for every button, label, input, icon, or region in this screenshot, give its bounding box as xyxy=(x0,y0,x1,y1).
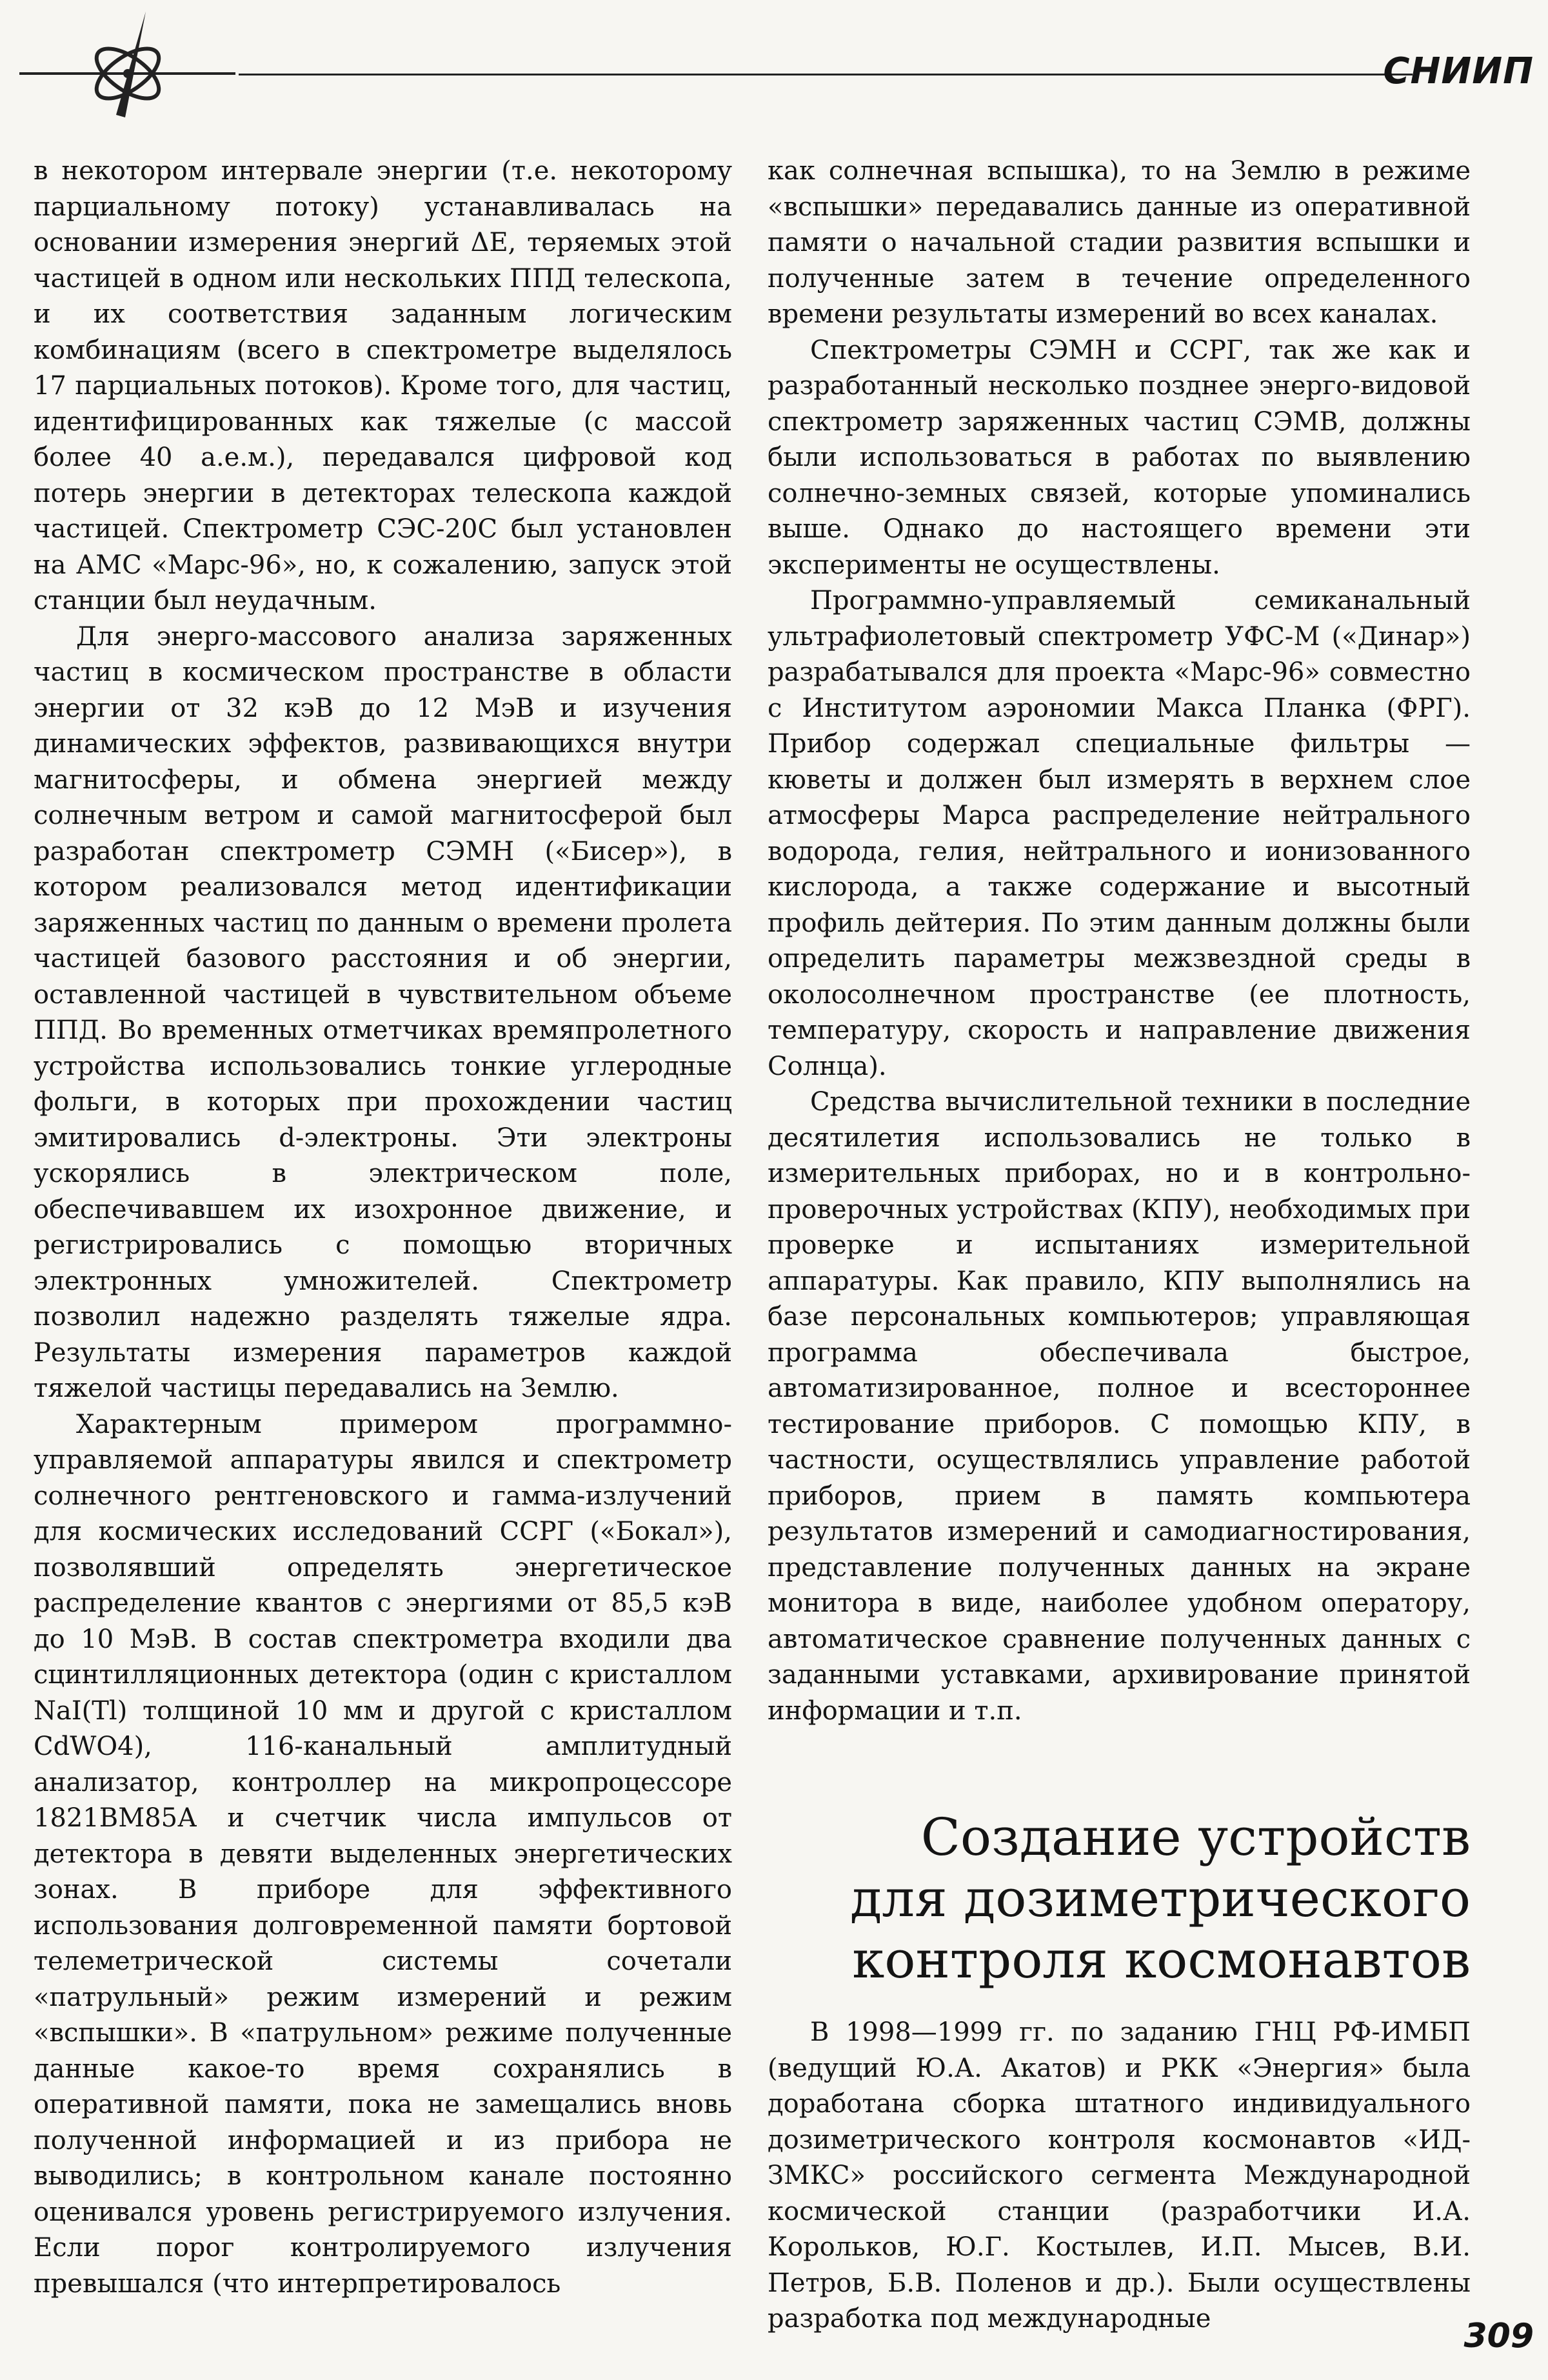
section-heading xyxy=(768,1806,1471,1990)
header-title: СНИИП xyxy=(1383,50,1534,92)
atom-rocket-logo-icon xyxy=(19,6,239,135)
right-paragraph-4: Средства вычислительной техники в последние десятилетия использовались не только в измерительных приборах, но и в контрольно-проверочных устройствах (КПУ), необходимых при проверке и испытаниях измерительной аппаратуры. Как правило, КПУ выполнялись на базе персональных компьютеров; управляющая программа обеспечивала быстрое, автоматизированное, полное и всестороннее тестирование приборов. С помощью КПУ, в частности, осуществлялись управление работой приборов, прием в память компьютера результатов измерений и самодиагностирования, представление полученных данных на экране монитора в виде, наиболее удобном оператору, автоматическое сравнение полученных данных с заданными уставками, архивирование принятой информации и т.п. xyxy=(768,1087,1471,1726)
section-heading-line-2: для дозиметрического xyxy=(850,1868,1471,1928)
page-number: 309 xyxy=(1464,2317,1534,2355)
right-column xyxy=(768,154,1471,2337)
left-paragraph-3: Характерным примером программно-управляемой аппаратуры явился и спектрометр солнечного рентгеновского и гамма-излучений для космических исследований ССРГ («Бокал»), позволявший определять энергетическое распределение квантов с энергиями от 85,5 кэВ до 10 МэВ. В состав спектрометра входили два сцинтилляционных детектора (один с кристаллом NaI(Tl) толщиной 10 мм и другой с кристаллом CdWO4), 116-канальный амплитудный анализатор, контроллер на микропроцессоре 1821ВМ85А и счетчик числа импульсов от детектора в девяти выделенных энергетических зонах. В приборе для эффективного использования долговременной памяти бортовой телеметрической системы сочетали «патрульный» режим измерений и режим «вспышки». В «патрульном» режиме полученные данные какое-то время сохранялись в оперативной памяти, пока не замещались вновь полученной информацией и из прибора не выводились; в контрольном канале постоянно оценивался уровень регистрируемого излучения. Если порог контролируемого излучения превышался (что интерпретировалось xyxy=(34,1409,732,2299)
section-heading-line-3: контроля космонавтов xyxy=(852,1930,1471,1990)
left-paragraph-1: в некотором интервале энергии (т.е. некоторому парциальному потоку) устанавливалась на основании измерения энергий ΔE, теряемых этой частицей в одном или нескольких ППД телескопа, и их соответствия заданным логическим комбинациям (всего в спектрометре выделялось 17 парциальных потоков). Кроме того, для частиц, идентифицированных как тяжелые (с массой более 40 а.е.м.), передавался цифровой код потерь энергии в детекторах телескопа каждой частицей. Спектрометр СЭС-20С был установлен на АМС «Марс-96», но, к сожалению, запуск этой станции был неудачным. xyxy=(34,156,732,615)
page-header xyxy=(0,0,1548,148)
header-rule xyxy=(239,74,1413,75)
right-paragraph-5: В 1998—1999 гг. по заданию ГНЦ РФ-ИМБП (ведущий Ю.А. Акатов) и РКК «Энергия» была доработана сборка штатного индивидуального дозиметрического контроля космонавтов «ИД-ЗМКС» российского сегмента Международной космической станции (разработчики И.А. Корольков, Ю.Г. Костылев, И.П. Мысев, В.И. Петров, Б.В. Поленов и др.). Были осуществлены разработка под международные xyxy=(768,2017,1471,2334)
right-paragraph-2: Спектрометры СЭМН и ССРГ, так же как и разработанный несколько позднее энерго-видовой спектрометр заряженных частиц СЭМВ, должны были использоваться в работах по выявлению солнечно-земных связей, которые упоминались выше. Однако до настоящего времени эти эксперименты не осуществлены. xyxy=(768,335,1471,580)
right-paragraph-1: как солнечная вспышка), то на Землю в режиме «вспышки» передавались данные из оперативной памяти о начальной стадии развития вспышки и полученные затем в течение определенного времени результаты измерений во всех каналах. xyxy=(768,156,1471,329)
left-column xyxy=(34,154,732,2302)
right-paragraph-3: Программно-управляемый семиканальный ультрафиолетовый спектрометр УФС-М («Динар») разрабатывался для проекта «Марс-96» совместно с Институтом аэрономии Макса Планка (ФРГ). Прибор содержал специальные фильтры — кюветы и должен был измерять в верхнем слое атмосферы Марса распределение нейтрального водорода, гелия, нейтрального и ионизованного кислорода, а также содержание и высотный профиль дейтерия. По этим данным должны были определить параметры межзвездной среды в околосолнечном пространстве (ее плотность, температуру, скорость и направление движения Солнца). xyxy=(768,586,1471,1081)
left-paragraph-2: Для энерго-массового анализа заряженных частиц в космическом пространстве в области энергии от 32 кэВ до 12 МэВ и изучения динамических эффектов, развивающихся внутри магнитосферы, и обмена энергией между солнечным ветром и самой магнитосферой был разработан спектрометр СЭМН («Бисер»), в котором реализовался метод идентификации заряженных частиц по данным о времени пролета частицей базового расстояния и об энергии, оставленной частицей в чувствительном объеме ППД. Во временных отметчиках времяпролетного устройства использовались тонкие углеродные фольги, в которых при прохождении частиц эмитировались d-электроны. Эти электроны ускорялись в электрическом поле, обеспечивавшем их изохронное движение, и регистрировались с помощью вторичных электронных умножителей. Спектрометр позволил надежно разделять тяжелые ядра. Результаты измерения параметров каждой тяжелой частицы передавались на Землю. xyxy=(34,621,732,1403)
section-heading-line-1: Создание устройств xyxy=(920,1807,1471,1867)
